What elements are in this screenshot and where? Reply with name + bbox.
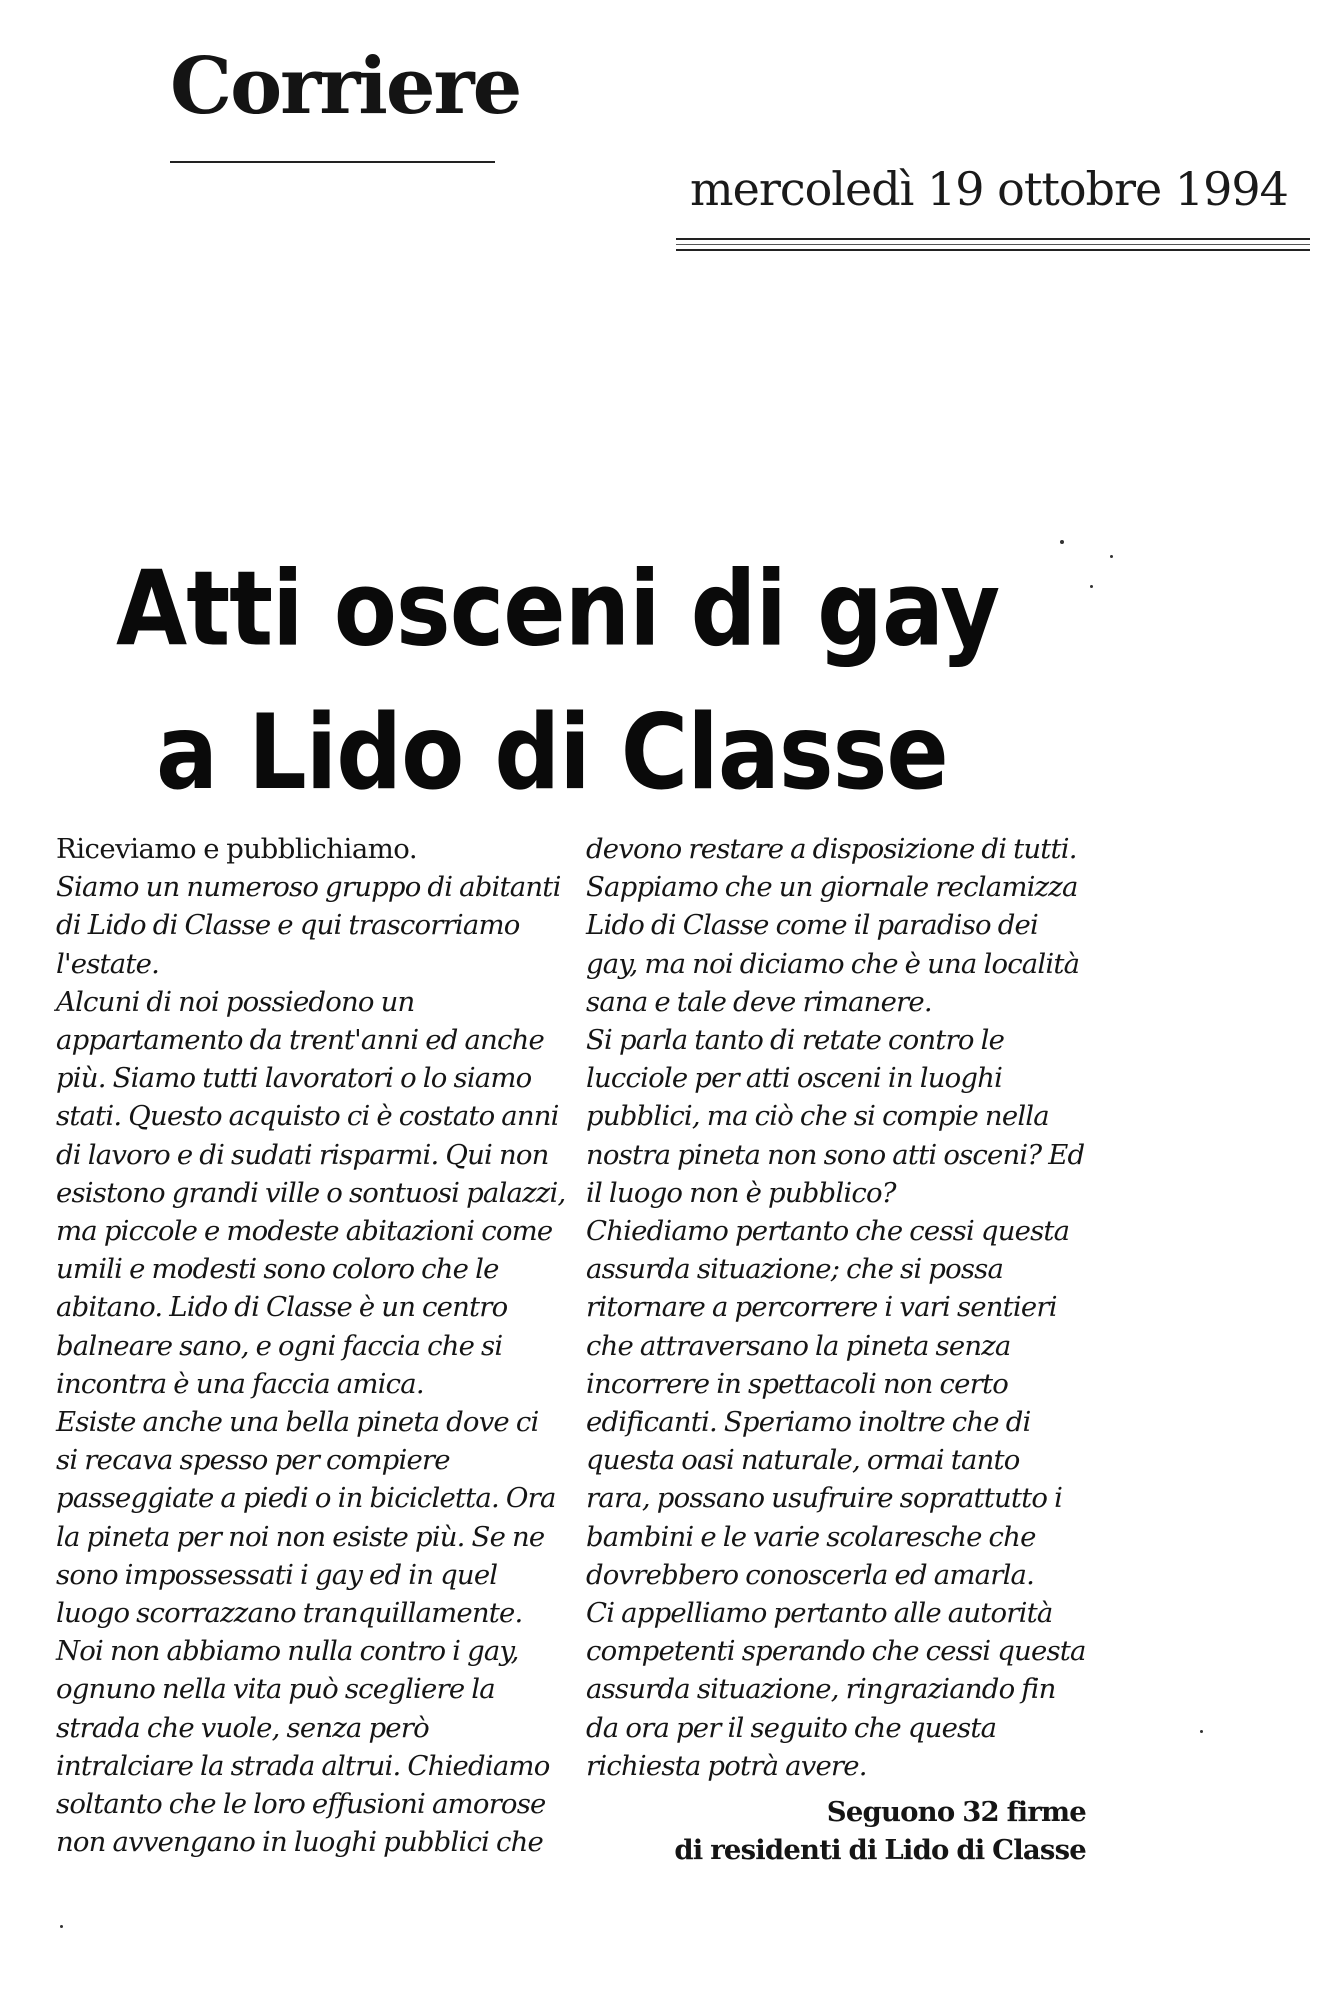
scan-speck [1060, 540, 1064, 544]
signature-line-2: di residenti di Lido di Classe [674, 1834, 1086, 1867]
right-column [586, 830, 1106, 1869]
scan-speck [1110, 555, 1113, 558]
headline-line-2: a Lido di Classe [156, 692, 948, 813]
publication-date: mercoledì 19 ottobre 1994 [690, 162, 1288, 216]
signature-line-1: Seguono 32 firme [826, 1796, 1086, 1829]
paragraph: Chiediamo pertanto che cessi questa assurda situazione; che si possa ritornare a percorrere i vari sentieri che attraversano la pineta senza incorrere in spettacoli non certo edificanti. Speriamo inoltre che di questa oasi naturale, ormai tanto rara, possano usufruire soprattutto i bambini e le varie scolaresche che dovrebbero conoscerla ed amarla. [586, 1215, 1070, 1591]
scan-speck [1200, 1730, 1203, 1733]
date-rules [676, 238, 1310, 255]
left-column [56, 830, 566, 1869]
paragraph: Alcuni di noi possiedono un appartamento da trent'anni ed anche più. Siamo tutti lavoratori o lo siamo stati. Questo acquisto ci è costato anni di lavoro e di sudati risparmi. Qui non esistono grandi ville o sontuosi palazzi, ma piccole e modeste abitazioni come umili e modesti sono coloro che le abitano. Lido di Classe è un centro balneare sano, e ogni faccia che si incontra è una faccia amica. [56, 985, 566, 1400]
article-clipping [46, 470, 1116, 1870]
article-columns [56, 830, 1106, 1869]
article-headline [116, 538, 1156, 825]
scan-speck [1090, 585, 1093, 588]
headline-line-1: Atti osceni di gay [116, 549, 1000, 670]
scan-speck [60, 1925, 63, 1928]
masthead-title: Corriere [170, 41, 521, 132]
paragraph: Ci appelliamo pertanto alle autorità competenti sperando che cessi questa assurda situazione, ringraziando fin da ora per il seguito che questa richiesta potrà avere. [586, 1597, 1086, 1782]
paragraph: Siamo un numeroso gruppo di abitanti di Lido di Classe e qui trascorriamo l'estate. [56, 871, 561, 980]
masthead-rule [170, 161, 495, 163]
paragraph: Si parla tanto di retate contro le lucciole per atti osceni in luoghi pubblici, ma ciò che si compie nella nostra pineta non sono atti osceni? Ed il luogo non è pubblico? [586, 1024, 1085, 1209]
paragraph: Esiste anche una bella pineta dove ci si recava spesso per compiere passeggiate a piedi o in bicicletta. Ora la pineta per noi non esiste più. Se ne sono impossessati i gay ed in quel luogo scorrazzano tranquillamente. [56, 1406, 556, 1630]
paragraph: devono restare a disposizione di tutti. Sappiamo che un giornale reclamizza Lido di Classe come il paradiso dei gay, ma noi diciamo che è una località sana e tale deve rimanere. [586, 833, 1080, 1018]
article-intro: Riceviamo e pubblichiamo. [56, 833, 418, 865]
paragraph: Noi non abbiamo nulla contro i gay, ognuno nella vita può scegliere la strada che vuole, senza però intralciare la strada altrui. Chiediamo soltanto che le loro effusioni amorose non avvengano in luoghi pubblici che [56, 1635, 550, 1859]
